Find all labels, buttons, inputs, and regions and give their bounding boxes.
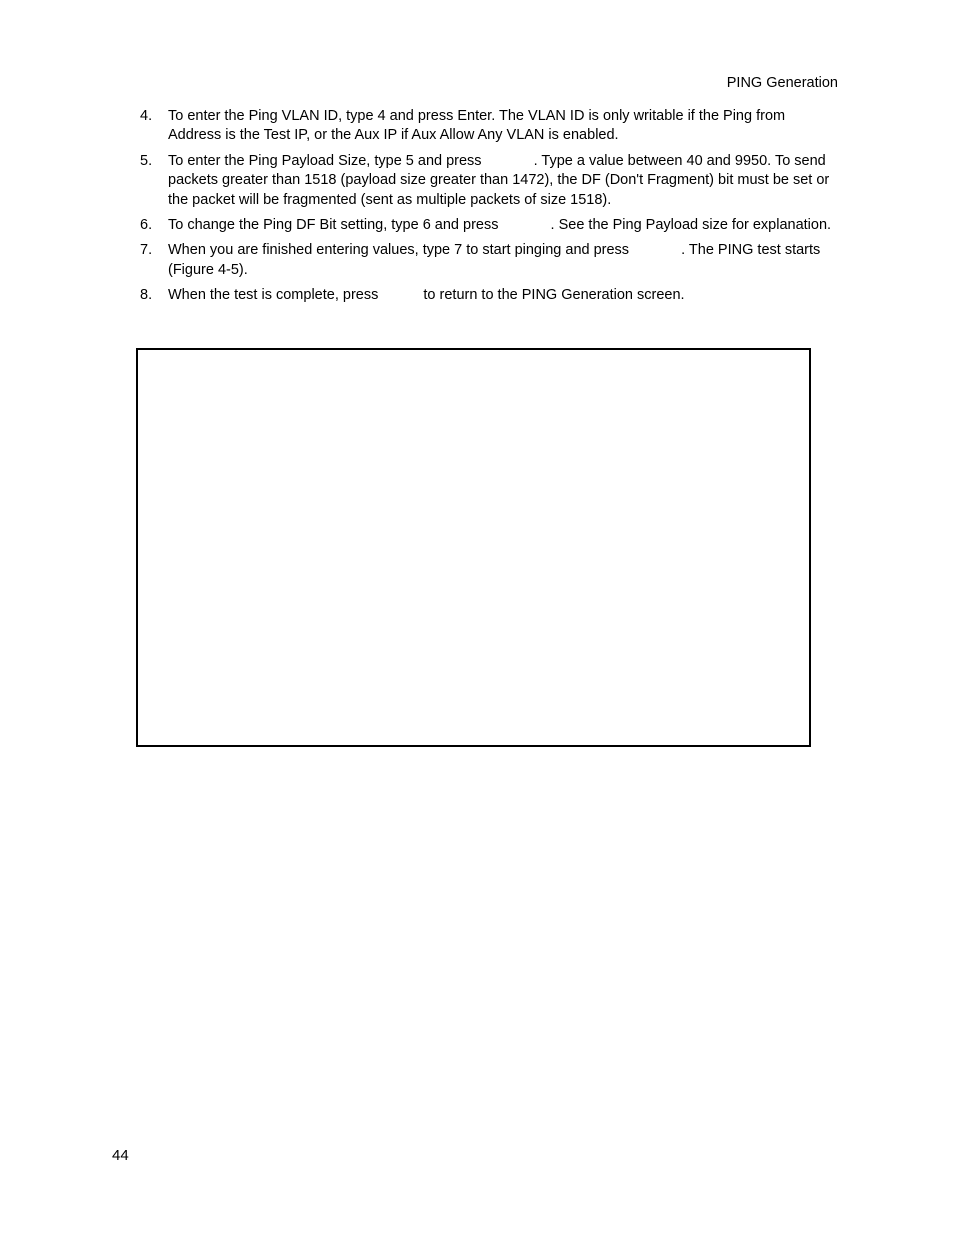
step-number: 4. — [140, 108, 153, 124]
step-number: 5. — [140, 152, 153, 169]
step-text-after-key: to return to the PING Generation screen. — [423, 287, 685, 304]
step-6 — [140, 216, 840, 235]
step-text-before-key: To change the Ping DF Bit setting, type 6 and press — [168, 217, 499, 234]
step-text-before-key: To enter the Ping Payload Size, type 5 and press — [168, 152, 482, 169]
step-number: 8. — [140, 287, 153, 304]
instruction-steps — [140, 107, 840, 312]
step-4 — [140, 107, 840, 146]
step-text-after-key: . See the Ping Payload size for explanation. — [550, 217, 832, 234]
step-text-after-key: . The PING test starts (Figure 4-5). — [168, 242, 821, 278]
figure-frame — [136, 348, 811, 747]
step-text-before-key: When the test is complete, press — [168, 287, 379, 304]
step-8 — [140, 286, 840, 305]
step-text-before-key: When you are finished entering values, type 7 to start pinging and press — [168, 242, 630, 259]
step-text: To enter the Ping VLAN ID, type 4 and press Enter. The VLAN ID is only writable if the Ping from Address is the Test IP, or the Aux IP if Aux Allow Any VLAN is enabled. — [168, 108, 786, 144]
page-number: 44 — [112, 1147, 129, 1164]
step-7 — [140, 241, 840, 280]
step-number: 7. — [140, 242, 153, 259]
step-number: 6. — [140, 217, 153, 234]
step-5 — [140, 152, 840, 210]
running-header: PING Generation — [726, 75, 838, 91]
step-text-after-key: . Type a value between 40 and 9950. To send packets greater than 1518 (payload size greater than 1472), the DF (Don't Fragment) bit must be set or the packet will be fragmented (sent as multiple packets of size 1518). — [168, 152, 830, 208]
